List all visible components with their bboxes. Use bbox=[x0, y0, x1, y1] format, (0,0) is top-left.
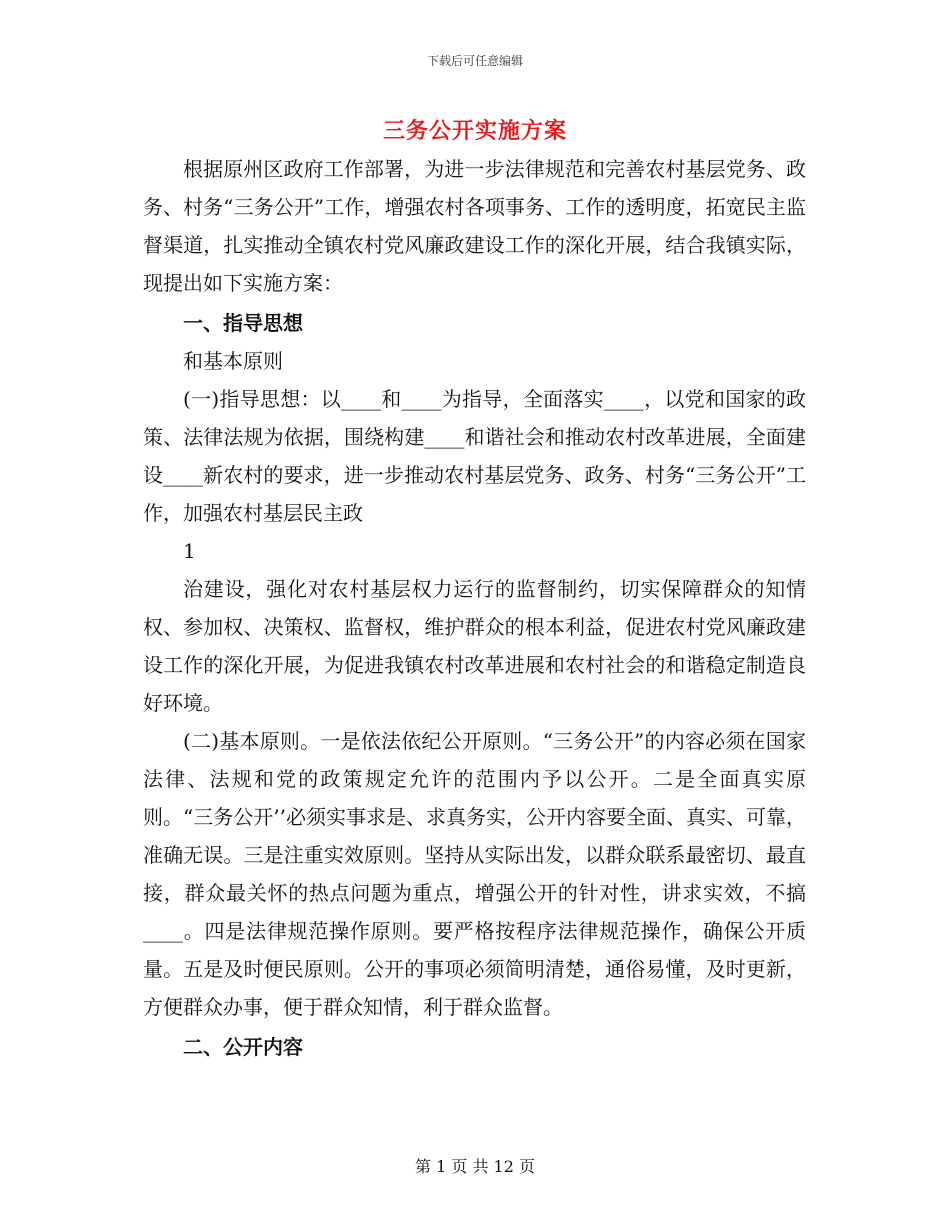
page-header-note: 下载后可任意编辑 bbox=[426, 54, 523, 68]
inline-page-marker: 1 bbox=[183, 539, 196, 563]
page-footer: 第 1 页 共 12 页 bbox=[415, 1157, 535, 1176]
section-heading-continuation: 和基本原则 bbox=[183, 349, 283, 373]
document-title: 三务公开实施方案 bbox=[382, 118, 567, 144]
guiding-thought-paragraph: (一)指导思想：以____和____为指导，全面落实____，以党和国家的政策、法律法规为依据，围绕构建____和谐社会和推动农村改革进展，全面建设____新农村的要求，进一步推动农村基层党务、政务、村务“三务公开”工作，加强农村基层民主政 bbox=[143, 387, 806, 525]
document-body bbox=[143, 150, 806, 1066]
basic-principles-paragraph: (二)基本原则。一是依法依纪公开原则。“三务公开”的内容必须在国家法律、法规和党的政策规定允许的范围内予以公开。二是全面真实原则。“三务公开’’必须实事求是、求真务实，公开内容要全面、真实、可靠，准确无误。三是注重实效原则。坚持从实际出发，以群众联系最密切、最直接，群众最关怀的热点问题为重点，增强公开的针对性，讲求实效，不搞____。四是法律规范操作原则。要严格按程序法律规范操作，确保公开质量。五是及时便民原则。公开的事项必须简明清楚，通俗易懂，及时更新，方便群众办事，便于群众知情，利于群众监督。 bbox=[143, 729, 806, 1019]
guiding-thought-continuation: 治建设，强化对农村基层权力运行的监督制约，切实保障群众的知情权、参加权、决策权、监督权，维护群众的根本利益，促进农村党风廉政建设工作的深化开展，为促进我镇农村改革进展和农村社会的和谐稳定制造良好环境。 bbox=[143, 577, 806, 715]
section-heading-public-content: 二、公开内容 bbox=[183, 1035, 303, 1059]
intro-paragraph: 根据原州区政府工作部署，为进一步法律规范和完善农村基层党务、政务、村务“三务公开”工作，增强农村各项事务、工作的透明度，拓宽民主监督渠道，扎实推动全镇农村党风廉政建设工作的深化开展，结合我镇实际，现提出如下实施方案： bbox=[143, 157, 806, 295]
section-heading-guiding-thought: 一、指导思想 bbox=[183, 311, 303, 335]
